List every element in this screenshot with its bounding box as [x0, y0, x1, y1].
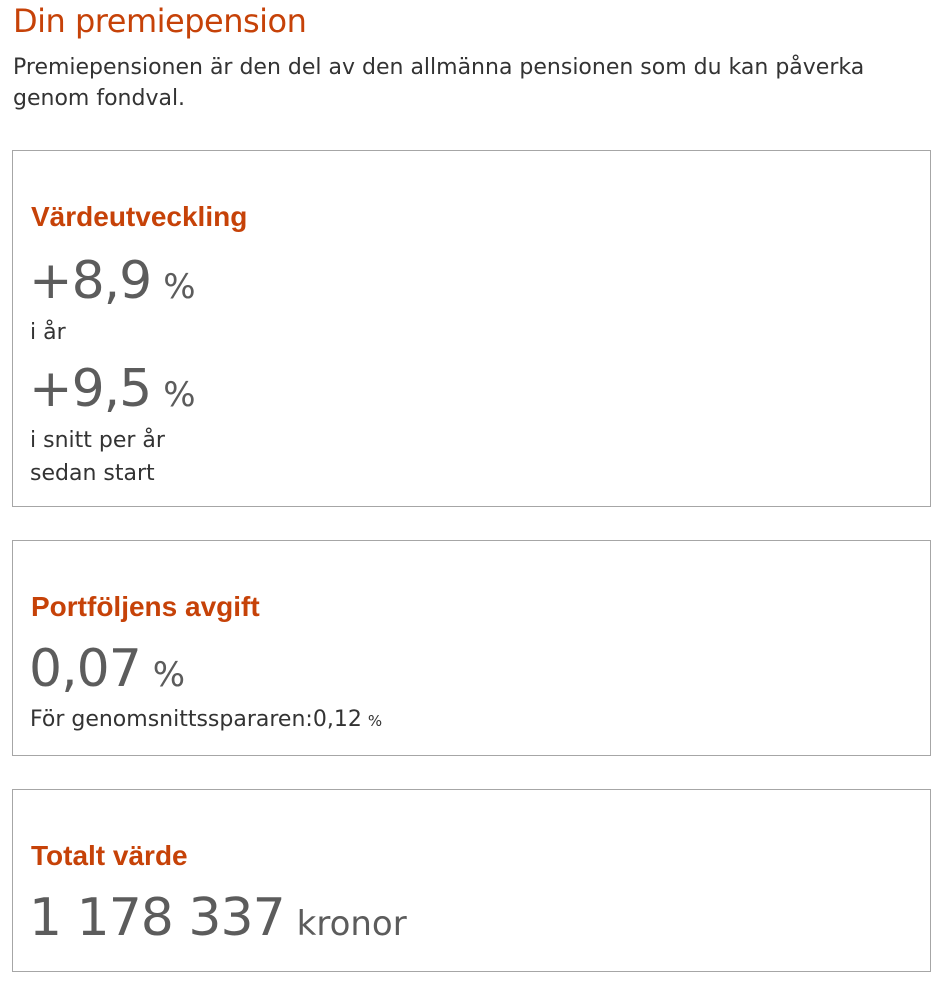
- since-start-caption-line2: sedan start: [30, 461, 155, 486]
- this-year-number: +8,9: [29, 251, 152, 311]
- this-year-caption: i år: [30, 320, 66, 345]
- since-start-value: [29, 359, 196, 419]
- average-saver-line: [30, 707, 382, 732]
- page-title: Din premiepension: [13, 2, 307, 40]
- intro-text: Premiepensionen är den del av den allmänna pensionen som du kan påverka genom fondval.: [13, 55, 865, 111]
- vardeutveckling-card: [12, 150, 931, 507]
- since-start-number: +9,5: [29, 359, 152, 419]
- this-year-value: [29, 251, 196, 311]
- totalt-value: [29, 888, 407, 948]
- average-saver-value: 0,12: [312, 707, 362, 732]
- this-year-unit: %: [163, 267, 196, 307]
- average-saver-unit: %: [367, 712, 383, 730]
- avgift-heading: Portföljens avgift: [31, 591, 260, 622]
- totalt-number: 1 178 337: [29, 888, 285, 948]
- totalt-card: [12, 789, 931, 972]
- avgift-value: [29, 639, 186, 699]
- avgift-unit: %: [152, 655, 186, 695]
- totalt-unit: kronor: [296, 904, 407, 944]
- vardeutveckling-heading: Värdeutveckling: [31, 201, 248, 232]
- avgift-number: 0,07: [29, 639, 141, 699]
- avgift-card: [12, 540, 931, 756]
- totalt-heading: Totalt värde: [31, 840, 188, 871]
- since-start-unit: %: [163, 375, 196, 415]
- since-start-caption-line1: i snitt per år: [30, 428, 165, 453]
- average-saver-label: För genomsnittsspararen:: [30, 707, 313, 732]
